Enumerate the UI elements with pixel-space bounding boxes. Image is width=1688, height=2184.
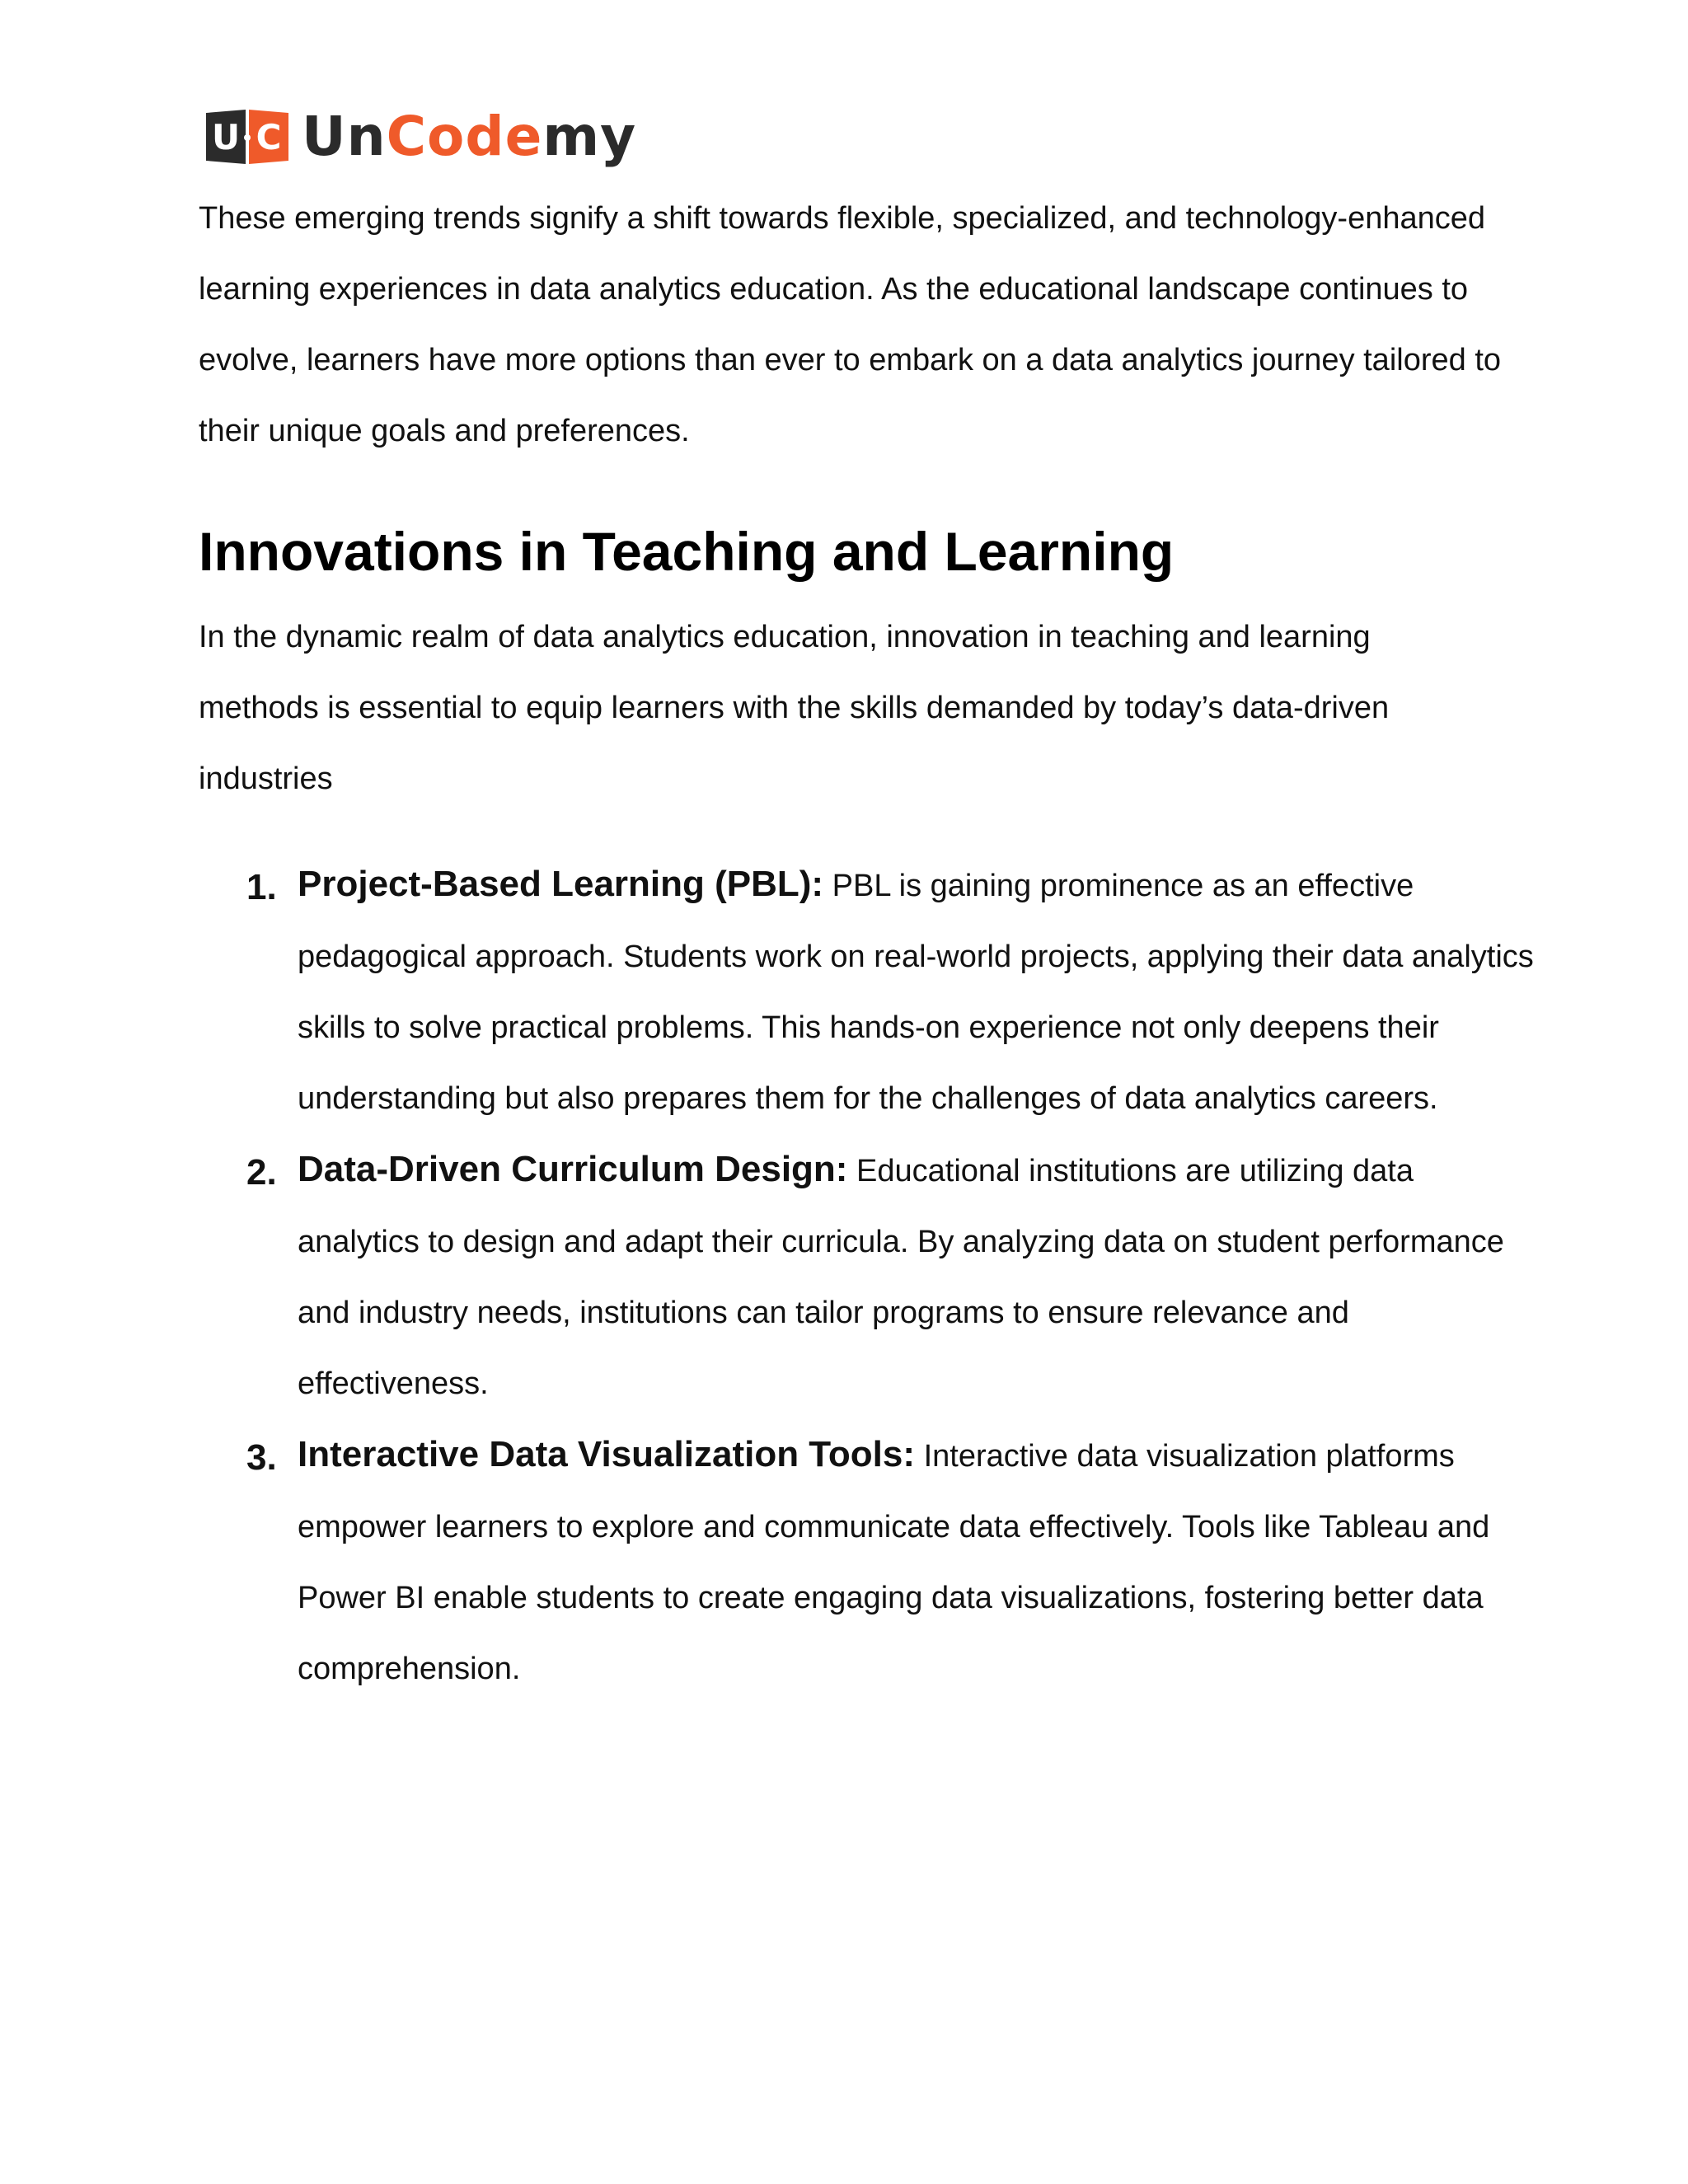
logo-word-un: Un <box>302 105 387 168</box>
list-item-title: Data-Driven Curriculum Design: <box>298 1149 848 1189</box>
uncodemy-logo <box>206 104 636 170</box>
list-item-text: Interactive data visualization platforms empower learners to explore and communicate data effectively. Tools like Tableau and Power BI enable students to create engaging data visualizations, fostering better data comprehension. <box>298 1439 1490 1686</box>
list-item-number: 1. <box>246 867 277 907</box>
intro-paragraph: These emerging trends signify a shift towards flexible, specialized, and technology-enhanced learning experiences in data analytics education. As the educational landscape continues to evolve, learners have more options than ever to embark on a data analytics journey tailored to their unique goals and preferences. <box>199 201 1502 448</box>
list-item-number: 2. <box>246 1152 277 1193</box>
logo-mark-letter-c: C <box>256 117 282 157</box>
list-item-number: 3. <box>246 1437 277 1478</box>
logo-word-code: Code <box>386 105 543 168</box>
list-item-title: Project-Based Learning (PBL): <box>298 864 824 904</box>
list-item-body <box>298 1134 1534 1419</box>
section-lead-paragraph: In the dynamic realm of data analytics education, innovation in teaching and learning methods is essential to equip learners with the skills demanded by today’s data-driven industries <box>199 620 1390 796</box>
list-item <box>199 1419 1534 1704</box>
logo-mark-letter-u: U <box>211 117 241 157</box>
innovations-list <box>199 849 1534 1704</box>
list-item-title: Interactive Data Visualization Tools: <box>298 1434 916 1474</box>
list-item-body <box>298 849 1534 1134</box>
logo-wordmark <box>302 105 637 168</box>
section-heading: Innovations in Teaching and Learning <box>199 521 1175 582</box>
list-item <box>199 849 1534 1134</box>
logo-mark-icon <box>206 110 288 164</box>
list-item-body <box>298 1419 1534 1704</box>
list-item <box>199 1134 1534 1419</box>
list-item-text: PBL is gaining prominence as an effective pedagogical approach. Students work on real-world projects, applying their data analytics skills to solve practical problems. This hands-on experience not only deepens their understanding but also prepares them for the challenges of data analytics careers. <box>298 869 1534 1116</box>
logo-word-my: my <box>542 105 637 168</box>
list-item-text: Educational institutions are utilizing data analytics to design and adapt their curricula. By analyzing data on student performance and industry needs, institutions can tailor programs to ensure relevance and effectiveness. <box>298 1154 1504 1401</box>
